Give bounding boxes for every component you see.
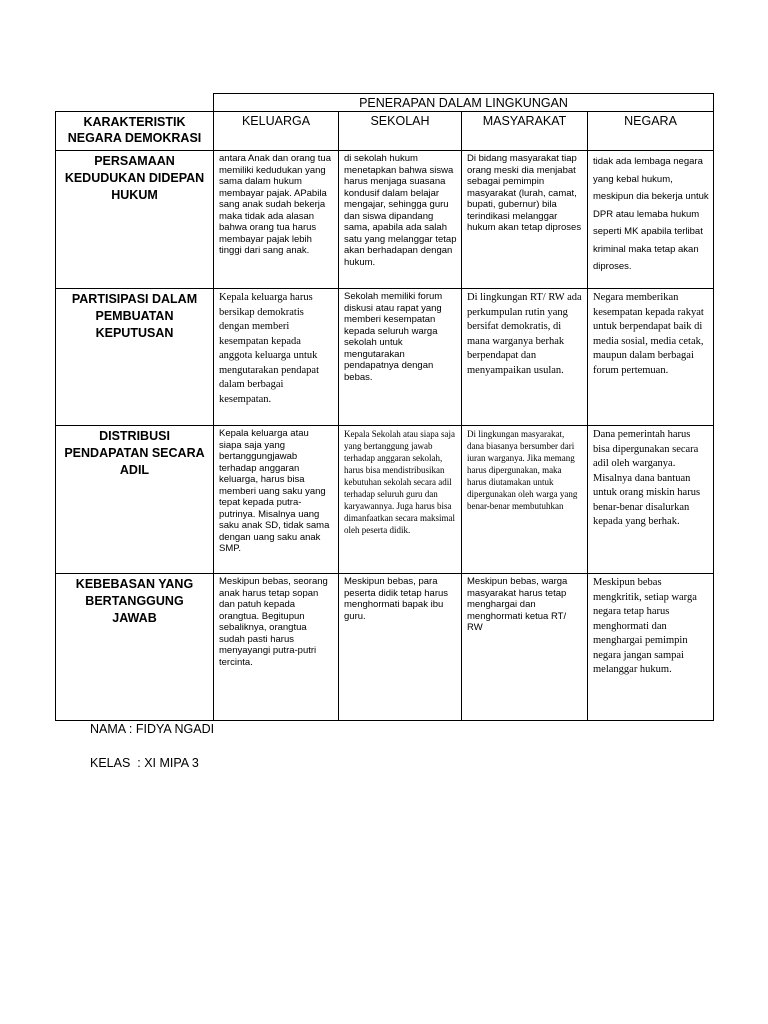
column-header-keluarga: KELUARGA <box>214 112 339 151</box>
blank-corner-cell <box>56 94 214 112</box>
table-cell: Di bidang masyarakat tiap orang meski dia menjabat sebagai pemimpin masyarakat (lurah, camat, bupati, gubernur) bila terindikasi melanggar hukum akan tetap diproses <box>462 151 588 289</box>
table-cell: Dana pemerintah harus bisa dipergunakan secara adil oleh warganya. Misalnya dana bantuan untuk orang miskin harus benar-benar disalurkan kepada yang berhak. <box>588 426 714 574</box>
student-class: KELAS : XI MIPA 3 <box>90 756 199 770</box>
column-header-row <box>56 112 714 151</box>
table-cell: Meskipun bebas, para peserta didik tetap harus menghormati bapak ibu guru. <box>339 574 462 721</box>
table-cell: Meskipun bebas, warga masyarakat harus tetap menghargai dan menghormati ketua RT/ RW <box>462 574 588 721</box>
group-header: PENERAPAN DALAM LINGKUNGAN <box>214 94 714 112</box>
democracy-table <box>55 93 714 721</box>
table-cell: Negara memberikan kesempatan kepada rakyat untuk berpendapat baik di media sosial, media cetak, maupun dalam berbagai forum pertemuan. <box>588 289 714 426</box>
group-header-row <box>56 94 714 112</box>
row-header: DISTRIBUSI PENDAPATAN SECARA ADIL <box>56 426 214 574</box>
column-header-masyarakat: MASYARAKAT <box>462 112 588 151</box>
table-cell: Meskipun bebas mengkritik, setiap warga negara tetap harus menghormati dan menghargai pemimpin negara jangan sampai melanggar hukum. <box>588 574 714 721</box>
table-cell: Di lingkungan masyarakat, dana biasanya bersumber dari iuran warganya. Jika memang harus dipergunakan, maka harus diutamakan untuk dipergunakan oleh warga yang benar-benar membutuhkan <box>462 426 588 574</box>
table-row <box>56 289 714 426</box>
table-row <box>56 574 714 721</box>
student-name: NAMA : FIDYA NGADI <box>90 722 215 736</box>
table-row <box>56 151 714 289</box>
table-cell: antara Anak dan orang tua memiliki kedudukan yang sama dalam hukum membayar pajak. APabila sang anak sudah bekerja maka tidak ada alasan bahwa orang tua harus membayar pajak lebih tinggi dari sang anak. <box>214 151 339 289</box>
column-header-sekolah: SEKOLAH <box>339 112 462 151</box>
table-cell: Kepala keluarga atau siapa saja yang bertanggungjawab terhadap anggaran keluarga, harus bisa memberi uang saku yang tepat kepada putra-putrinya. Misalnya uang saku anak SD, tidak sama dengan uang saku anak SMP. <box>214 426 339 574</box>
table-cell: Kepala Sekolah atau siapa saja yang bertanggung jawab terhadap anggaran sekolah, harus bisa mendistribusikan kebutuhan sekolah secara adil terhadap seluruh guru dan karyawannya. Juga harus bisa dimanfaatkan secara maksimal oleh peserta didik. <box>339 426 462 574</box>
table-cell: Meskipun bebas, seorang anak harus tetap sopan dan patuh kepada orangtua. Begitupun sebaliknya, orangtua sudah pasti harus menyayangi putra-putri tercinta. <box>214 574 339 721</box>
table-row <box>56 426 714 574</box>
table-cell: Di lingkungan RT/ RW ada perkumpulan rutin yang bersifat demokratis, di mana warganya berhak berpendapat dan menyampaikan usulan. <box>462 289 588 426</box>
table-cell: tidak ada lembaga negara yang kebal hukum, meskipun dia bekerja untuk DPR atau lemaba hukum seperti MK apabila terlibat kriminal maka tetap akan diproses. <box>588 151 714 289</box>
table-cell: di sekolah hukum menetapkan bahwa siswa harus menjaga suasana kondusif dalam belajar mengajar, sehingga guru dan siswa dipandang sama, apabila ada salah satu yang melanggar tetap akan berhadapan dengan hukum. <box>339 151 462 289</box>
row-header: PARTISIPASI DALAM PEMBUATAN KEPUTUSAN <box>56 289 214 426</box>
column-header-negara: NEGARA <box>588 112 714 151</box>
table-cell: Kepala keluarga harus bersikap demokratis dengan memberi kesempatan kepada anggota keluarga untuk mengutarakan pendapat dalam berbagai kesempatan. <box>214 289 339 426</box>
table-cell: Sekolah memiliki forum diskusi atau rapat yang memberi kesempatan kepada seluruh warga sekolah untuk mengutarakan pendapatnya dengan bebas. <box>339 289 462 426</box>
row-header: KEBEBASAN YANG BERTANGGUNG JAWAB <box>56 574 214 721</box>
row-header: PERSAMAAN KEDUDUKAN DIDEPAN HUKUM <box>56 151 214 289</box>
corner-header: KARAKTERISTIK NEGARA DEMOKRASI <box>56 112 214 151</box>
